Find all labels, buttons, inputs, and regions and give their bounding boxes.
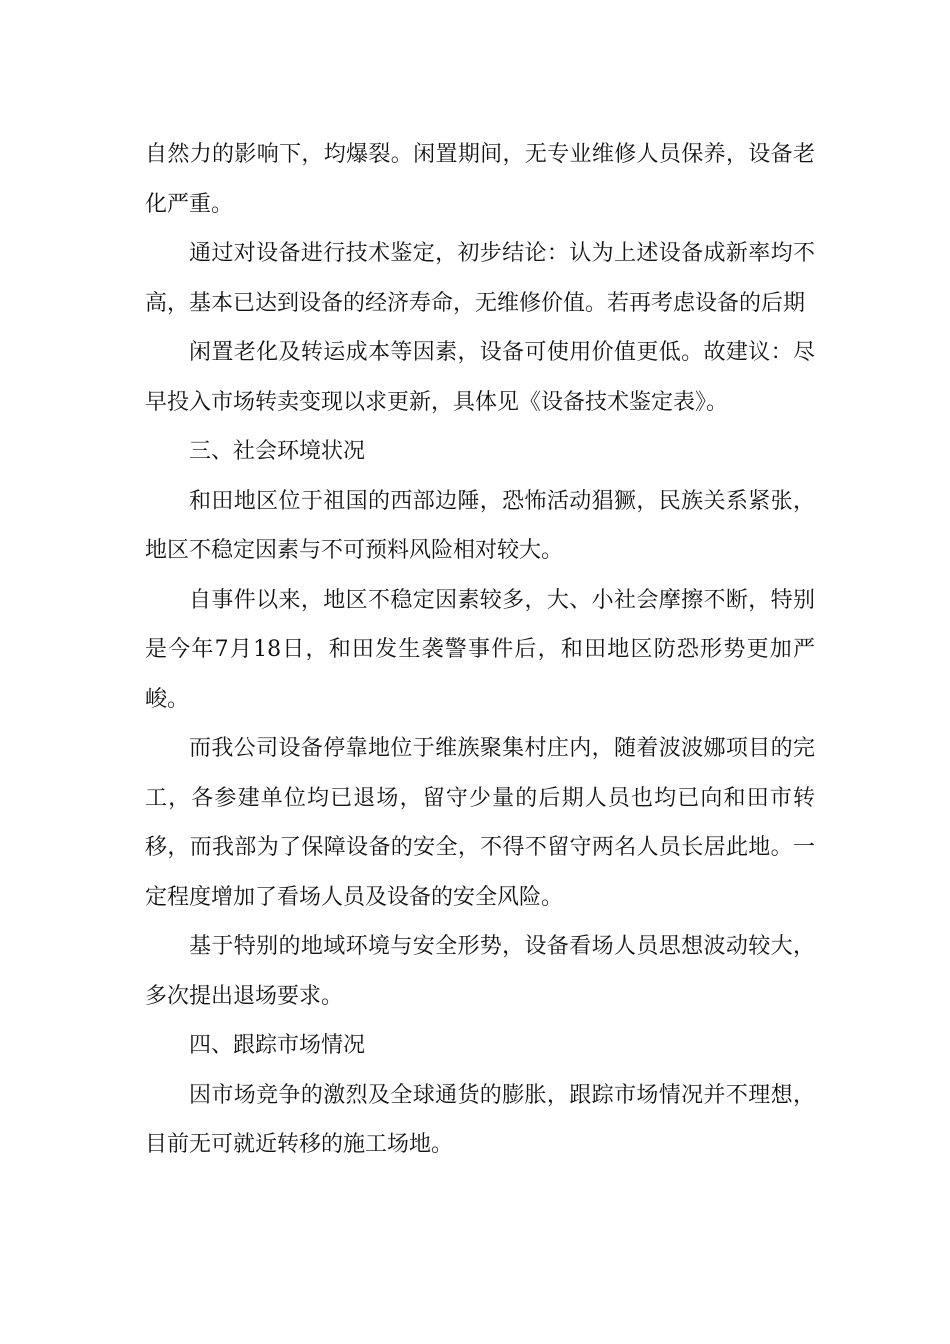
document-body	[145, 130, 815, 1170]
section-heading-market-tracking: 四、跟踪市场情况	[189, 1033, 366, 1058]
paragraph-equipment-condition: 自然力的影响下，均爆裂。闲置期间，无专业维修人员保养，设备老化严重。	[145, 142, 815, 217]
paragraph-market-status: 因市场竞争的激烈及全球通货的膨胀，跟踪市场情况并不理想，目前无可就近转移的施工场地。	[145, 1082, 815, 1157]
section-heading-social-environment: 三、社会环境状况	[189, 439, 366, 464]
paragraph-staff-concerns: 基于特别的地域环境与安全形势，设备看场人员思想波动较大，多次提出退场要求。	[145, 934, 815, 1009]
paragraph-equipment-location: 而我公司设备停靠地位于维族聚集村庄内，随着波波娜项目的完工，各参建单位均已退场，留守少量的后期人员也均已向和田市转移，而我部为了保障设备的安全，不得不留守两名人员长居此地。一定程度增加了看场人员及设备的安全风险。	[145, 736, 815, 910]
paragraph-technical-appraisal: 通过对设备进行技术鉴定，初步结论：认为上述设备成新率均不高，基本已达到设备的经济寿命，无维修价值。若再考虑设备的后期	[145, 241, 815, 316]
paragraph-region-overview: 和田地区位于祖国的西部边陲，恐怖活动猖獗，民族关系紧张，地区不稳定因素与不可预料风险相对较大。	[145, 488, 815, 563]
paragraph-recommendation: 闲置老化及转运成本等因素，设备可使用价值更低。故建议：尽早投入市场转卖变现以求更新，具体见《设备技术鉴定表》。	[145, 340, 815, 415]
paragraph-security-situation: 自事件以来，地区不稳定因素较多，大、小社会摩擦不断，特别是今年7月18日，和田发生袭警事件后，和田地区防恐形势更加严峻。	[145, 587, 815, 712]
